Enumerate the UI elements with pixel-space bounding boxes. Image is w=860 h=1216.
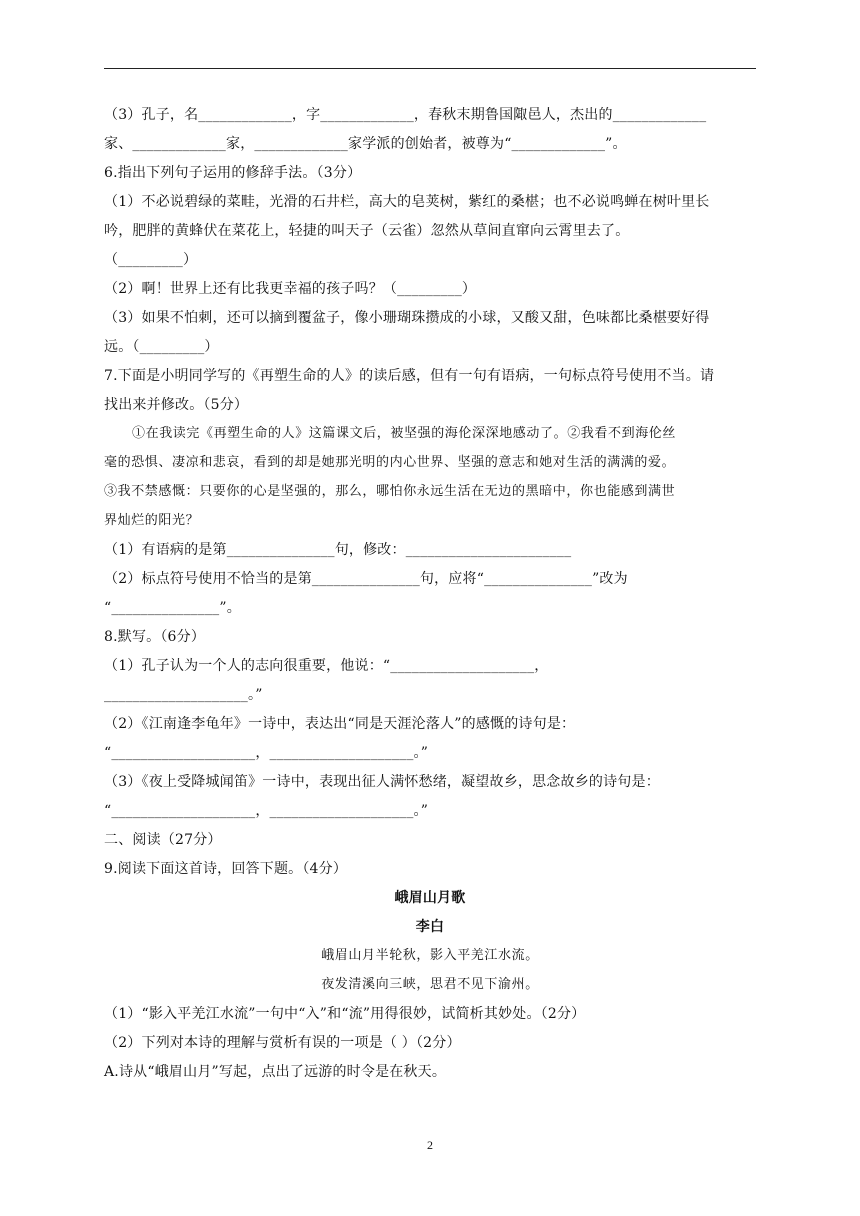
answer-blank: （_________） — [104, 252, 198, 268]
question-heading: 8.默写。（6分） — [104, 629, 206, 645]
text-line: （1）孔子认为一个人的志向很重要，他说：“____________________， — [104, 658, 549, 674]
text-line: （2）标点符号使用不恰当的是第_______________句，应将“_______________”改为 — [104, 571, 628, 587]
poem-author: 李白 — [415, 919, 445, 935]
text-line: （3）如果不怕刺，还可以摘到覆盆子，像小珊瑚珠攒成的小球，又酸又甜，色味都比桑椹要好得 — [104, 310, 710, 326]
text-line: （3）《夜上受降城闻笛》一诗中，表现出征人满怀愁绪，凝望故乡，思念故乡的诗句是： — [104, 774, 660, 790]
text-line: ____________________。” — [104, 687, 263, 703]
text-line: （2）啊！世界上还有比我更幸福的孩子吗？（_________） — [104, 281, 477, 297]
poem-title: 峨眉山月歌 — [394, 890, 466, 906]
page-number: 2 — [427, 1138, 433, 1152]
poem-line: 夜发清溪向三峡，思君不见下渝州。 — [321, 977, 539, 992]
question-heading: 9.阅读下面这首诗，回答下题。（4分） — [104, 861, 348, 877]
section-heading: 二、阅读（27分） — [104, 832, 222, 848]
passage-line: ③我不禁感慨：只要你的心是坚强的，那么，哪怕你永远生活在无边的黑暗中，你也能感到满世 — [104, 484, 676, 499]
text-line: （1）有语病的是第_______________句，修改：_______________________ — [104, 542, 572, 558]
question-heading: 7.下面是小明同学写的《再塑生命的人》的读后感，但有一句有语病，一句标点符号使用不当。请 — [104, 368, 715, 384]
passage-line: 界灿烂的阳光？ — [104, 513, 200, 528]
text-line: （2）下列对本诗的理解与赏析有误的一项是（ ）（2分） — [104, 1035, 461, 1051]
text-line: 家、_____________家，_____________家学派的创始者，被尊为“_____________”。 — [104, 136, 627, 152]
text-line: （1）“影入平羌江水流”一句中“入”和“流”用得很妙，试简析其妙处。（2分） — [104, 1006, 586, 1022]
passage-line: 毫的恐惧、凄凉和悲哀，看到的却是她那光明的内心世界、坚强的意志和她对生活的满满的爱。 — [104, 455, 676, 470]
header-rule — [104, 68, 756, 69]
text-line: “____________________，____________________。” — [104, 803, 429, 819]
text-line: 吟，肥胖的黄蜂伏在菜花上，轻捷的叫天子（云雀）忽然从草间直窜向云霄里去了。 — [104, 223, 630, 239]
option-line: A.诗从“峨眉山月”写起，点出了远游的时令是在秋天。 — [104, 1064, 447, 1080]
text-line: “____________________，____________________。” — [104, 745, 429, 761]
text-line: （2）《江南逢李龟年》一诗中，表达出“同是天涯沦落人”的感慨的诗句是： — [104, 716, 576, 732]
text-line: 找出来并修改。（5分） — [104, 397, 249, 413]
passage-line: ①在我读完《再塑生命的人》这篇课文后，被坚强的海伦深深地感动了。②我看不到海伦丝 — [132, 426, 677, 441]
poem-line: 峨眉山月半轮秋，影入平羌江水流。 — [321, 948, 539, 963]
text-line: “_______________”。 — [104, 600, 241, 616]
text-line: 远。（_________） — [104, 339, 219, 355]
text-line: （3）孔子，名_____________，字_____________，春秋末期鲁国陬邑人，杰出的_____________ — [104, 107, 707, 123]
question-heading: 6.指出下列句子运用的修辞手法。（3分） — [104, 165, 362, 181]
text-line: （1）不必说碧绿的菜畦，光滑的石井栏，高大的皂荚树，紫红的桑椹；也不必说鸣蝉在树叶里长 — [104, 194, 710, 210]
